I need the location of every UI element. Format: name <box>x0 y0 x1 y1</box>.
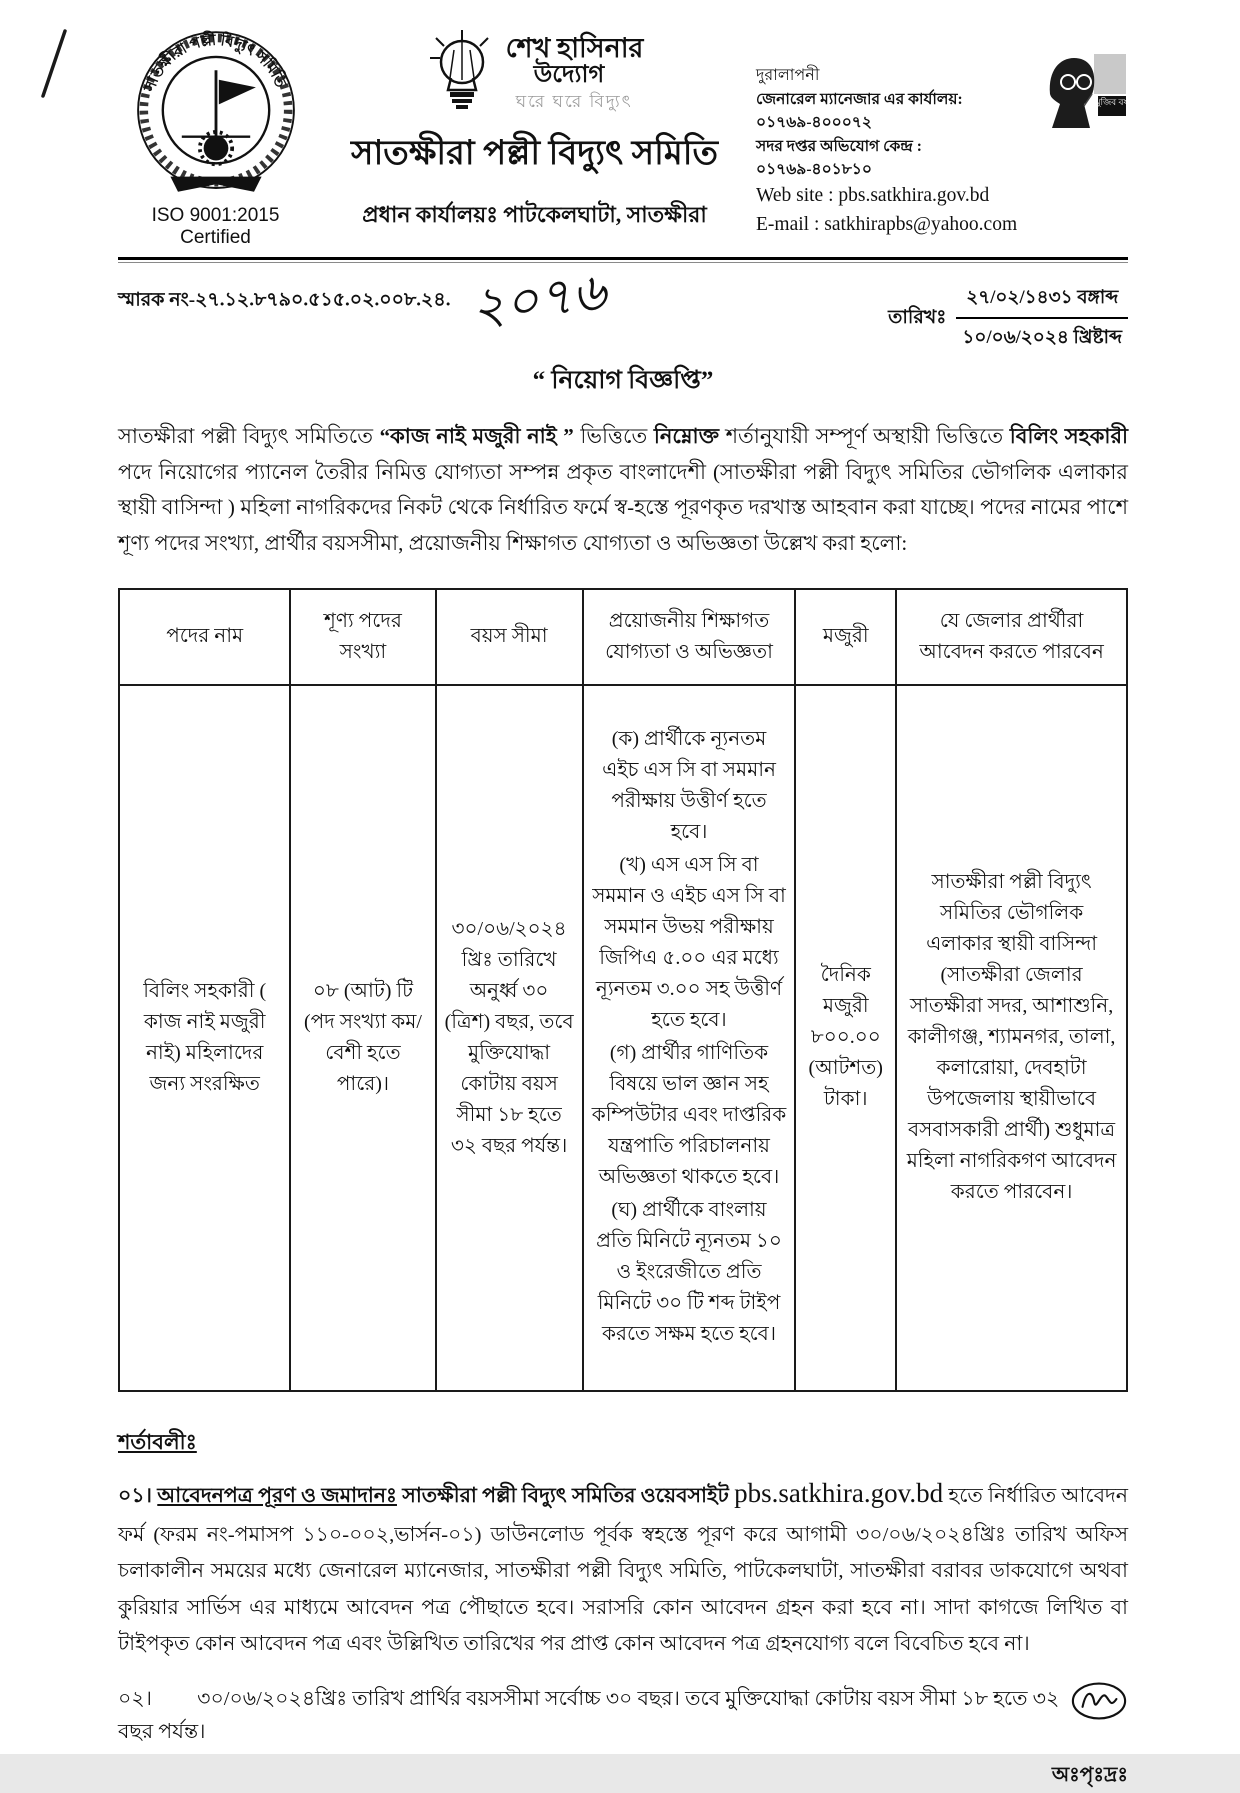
condition-1-text: হতে নির্ধারিত আবেদন ফর্ম (ফরম নং-পমাসপ ১১০-০০২,ভার্সন-০১) ডাউনলোড পূর্বক স্বহস্তে পূরণ করে আগামী ৩০/০৬/২০২৪খ্রিঃ তারিখ অফিস চলাকালীন সময়ের মধ্যে জেনারেল ম্যানেজার, সাতক্ষীরা পল্লী বিদ্যুৎ সমিতি, পাটকেলঘাটা, সাতক্ষীরা বরাবর ডাকযোগে অথবা কুরিয়ার সার্ভিস এর মাধ্যমে আবেদন পত্র পৌছাতে হবে। সরাসরি কোন আবেদন গ্রহন করা হবে না। সাদা কাগজে লিখিত বা টাইপকৃত কোন আবেদন পত্র এবং উল্লিখিত তারিখের পর প্রাপ্ত কোন আবেদন পত্র গ্রহনযোগ্য বলে বিবেচিত হবে না। <box>118 1484 1129 1656</box>
memo-row <box>118 263 1128 354</box>
cell-vacancies: ০৮ (আট) টি (পদ সংখ্যা কম/ বেশী হতে পারে)। <box>290 685 435 1391</box>
condition-1-label: আবেদনপত্র পূরণ ও জমাদানঃ <box>157 1484 397 1507</box>
conditions-section <box>118 1426 1128 1793</box>
condition-1-number: ০১। <box>118 1484 152 1507</box>
intro-seg7: পদে নিয়োগের প্যানেল তৈরীর নিমিত্ত যোগ্যতা সম্পন্ন প্রকৃত বাংলাদেশী (সাতক্ষীরা পল্লী বিদ্যুৎ সমিতির ভৌগলিক এলাকার স্থায়ী বাসিন্দা ) মহিলা নাগরিকদের নিকট থেকে নির্ধারিত ফর্মে স্ব-হস্তে পূরণকৃত দরখাস্ত আহবান করা যাচ্ছে। পদের নামের পাশে শূণ্য পদের সংখ্যা, প্রার্থীর বয়সসীমা, প্রয়োজনীয় শিক্ষাগত যোগ্যতা ও অভিজ্ঞতা উল্লেখ করা হলো: <box>118 459 1128 556</box>
memo-number <box>118 263 610 338</box>
vacancy-table <box>118 588 1128 1392</box>
header-center <box>313 26 756 235</box>
table-header-row <box>119 589 1127 685</box>
intro-seg4: নিম্নোক্ত <box>653 424 719 448</box>
org-seal-logo <box>121 26 311 198</box>
conditions-heading: শর্তাবলীঃ <box>118 1429 197 1454</box>
condition-item-2 <box>118 1683 1064 1749</box>
gm-office-phone: জেনারেল ম্যানেজার এর কার্যালয়: ০১৭৬৯-৪০০০৭২ <box>756 91 963 132</box>
condition-1-website-url: pbs.satkhira.gov.bd <box>734 1477 944 1508</box>
header-divider-echo <box>118 262 1128 263</box>
slogan-line1: শেখ হাসিনার <box>505 33 644 63</box>
head-office-address: প্রধান কার্যালয়ঃ পাটকেলঘাটা, সাতক্ষীরা <box>362 201 707 227</box>
signature-stamp <box>1070 1679 1128 1723</box>
intro-paragraph <box>118 419 1128 562</box>
seal-flag <box>218 80 255 105</box>
slogan-line2: উদ্যোগ <box>533 62 605 89</box>
education-item-kha: (খ) এস এস সি বা সমমান ও এইচ এস সি বা সমমান উভয় পরীক্ষায় জিপিএ ৫.০০ এর মধ্যে ন্যূনতম ৩.০০ সহ উত্তীর্ণ হতে হবে। <box>592 853 786 1031</box>
header <box>118 26 1128 249</box>
cell-eligible-district: সাতক্ষীরা পল্লী বিদ্যুৎ সমিতির ভৌগলিক এলাকার স্থায়ী বাসিন্দা (সাতক্ষীরা জেলার সাতক্ষীরা সদর, আশাশুনি, কালীগঞ্জ, শ্যামনগর, তালা, কলারোয়া, দেবহাটা উপজেলায় স্থায়ীভাবে বসবাসকারী প্রার্থী) শুধুমাত্র মহিলা নাগরিকগণ আবেদন করতে পারবেন। <box>896 685 1127 1391</box>
date-bangla: ২৭/০২/১৪৩১ বঙ্গাব্দ <box>956 283 1128 319</box>
memo-number-printed: স্মারক নং-২৭.১২.৮৭৯০.৫১৫.০২.০০৮.২৪. <box>118 289 451 311</box>
condition-1-before-url: সাতক্ষীরা পল্লী বিদ্যুৎ সমিতির ওয়েবসাইট <box>402 1484 729 1507</box>
organization-name: সাতক্ষীরা পল্লী বিদ্যুৎ সমিতি <box>350 134 718 172</box>
intro-seg3: ভিত্তিতে <box>580 424 648 448</box>
email-line: E-mail : satkhirapbs@yahoo.com <box>756 214 1018 236</box>
date-block <box>888 283 1128 354</box>
slogan-line3: ঘরে ঘরে বিদ্যুৎ <box>515 91 633 111</box>
col-header-vacancies: শূণ্য পদের সংখ্যা <box>290 589 435 685</box>
handwritten-slash-mark <box>36 26 70 102</box>
col-header-district: যে জেলার প্রার্থীরা আবেদন করতে পারবেন <box>896 589 1127 685</box>
continuation-note: অঃপৃঃদ্রঃ <box>1051 1764 1128 1787</box>
seal-ring-text: সাতক্ষীরা পল্লী বিদ্যুৎ সমিতি <box>140 31 289 95</box>
cell-wage: দৈনিক মজুরী ৮০০.০০ (আটশত) টাকা। <box>795 685 896 1391</box>
condition-2-text: ৩০/০৬/২০২৪খ্রিঃ তারিখ প্রার্থির বয়সসীমা সর্বোচ্চ ৩০ বছর। তবে মুক্তিযোদ্ধা কোটায় বয়স সীমা ১৮ হতে ৩২ বছর পর্যন্ত। <box>118 1687 1060 1743</box>
memo-number-handwritten: ২০৭৬ <box>468 263 610 338</box>
intro-seg6: বিলিং সহকারী <box>1009 424 1129 448</box>
education-item-gha: (ঘ) প্রার্থীকে বাংলায় প্রতি মিনিটে ন্যূনতম ১০ ও ইংরেজীতে প্রতি মিনিটে ৩০ টি শব্দ টাইপ করতে সক্ষম হতে হবে। <box>596 1198 782 1345</box>
mujib-portrait-icon <box>1036 50 1128 130</box>
intro-seg1: সাতক্ষীরা পল্লী বিদ্যুৎ সমিতিতে <box>118 424 373 448</box>
col-header-post-name: পদের নাম <box>119 589 290 685</box>
light-bulb-icon <box>426 28 498 116</box>
intro-seg5: শর্তানুযায়ী সম্পূর্ণ অস্থায়ী ভিত্তিতে <box>725 424 1004 448</box>
condition-2-number: ০২। <box>118 1687 152 1710</box>
mujib-borsho-logo <box>1036 50 1128 135</box>
seal-gear <box>203 136 228 161</box>
header-contact-block <box>756 26 1128 244</box>
col-header-wage: মজুরী <box>795 589 896 685</box>
iso-certified-label: ISO 9001:2015 Certified <box>151 205 280 248</box>
cell-post-name: বিলিং সহকারী ( কাজ নাই মজুরী নাই) মহিলাদের জন্য সংরক্ষিত <box>119 685 290 1391</box>
cell-education <box>583 685 796 1391</box>
intro-seg2: “কাজ নাই মজুরী নাই ” <box>379 424 574 448</box>
col-header-education: প্রয়োজনীয় শিক্ষাগত যোগ্যতা ও অভিজ্ঞতা <box>583 589 796 685</box>
phone-label: দুরালাপনী <box>756 67 820 84</box>
table-row <box>119 685 1127 1391</box>
condition-item-2-row <box>118 1683 1128 1749</box>
cell-age-limit: ৩০/০৬/২০২৪ খ্রিঃ তারিখে অনুর্ধ্ব ৩০ (ত্রিশ) বছর, তবে মুক্তিযোদ্ধা কোটায় বয়স সীমা ১৮ হতে ৩২ বছর পর্যন্ত। <box>436 685 583 1391</box>
bulb-logo-row <box>313 28 756 117</box>
complaint-center-phone: সদর দপ্তর অভিযোগ কেন্দ্র : ০১৭৬৯-৪০১৮১০ <box>756 137 922 178</box>
condition-item-1 <box>118 1469 1128 1663</box>
education-item-ka: (ক) প্রার্থীকে ন্যূনতম এইচ এস সি বা সমমান পরীক্ষায় উত্তীর্ণ হতে হবে। <box>602 727 776 843</box>
contact-info <box>756 64 1028 240</box>
date-gregorian: ১০/০৬/২০২৪ খ্রিষ্টাব্দ <box>962 328 1122 348</box>
col-header-age-limit: বয়স সীমা <box>436 589 583 685</box>
mujib-caption: মুজিব বর্ষ <box>1095 97 1129 107</box>
header-divider <box>118 257 1128 260</box>
bulb-slogan <box>506 28 644 117</box>
org-seal-block <box>118 26 313 249</box>
website-line: Web site : pbs.satkhira.gov.bd <box>756 185 990 206</box>
education-item-ga: (গ) প্রার্থীর গাণিতিক বিষয়ে ভাল জ্ঞান সহ কম্পিউটার এবং দাপ্তরিক যন্ত্রপাতি পরিচালনায় অভিজ্ঞতা থাকতে হবে। <box>591 1041 787 1188</box>
notice-title: “ নিয়োগ বিজ্ঞপ্তি” <box>532 367 714 394</box>
date-label: তারিখঃ <box>888 306 947 328</box>
